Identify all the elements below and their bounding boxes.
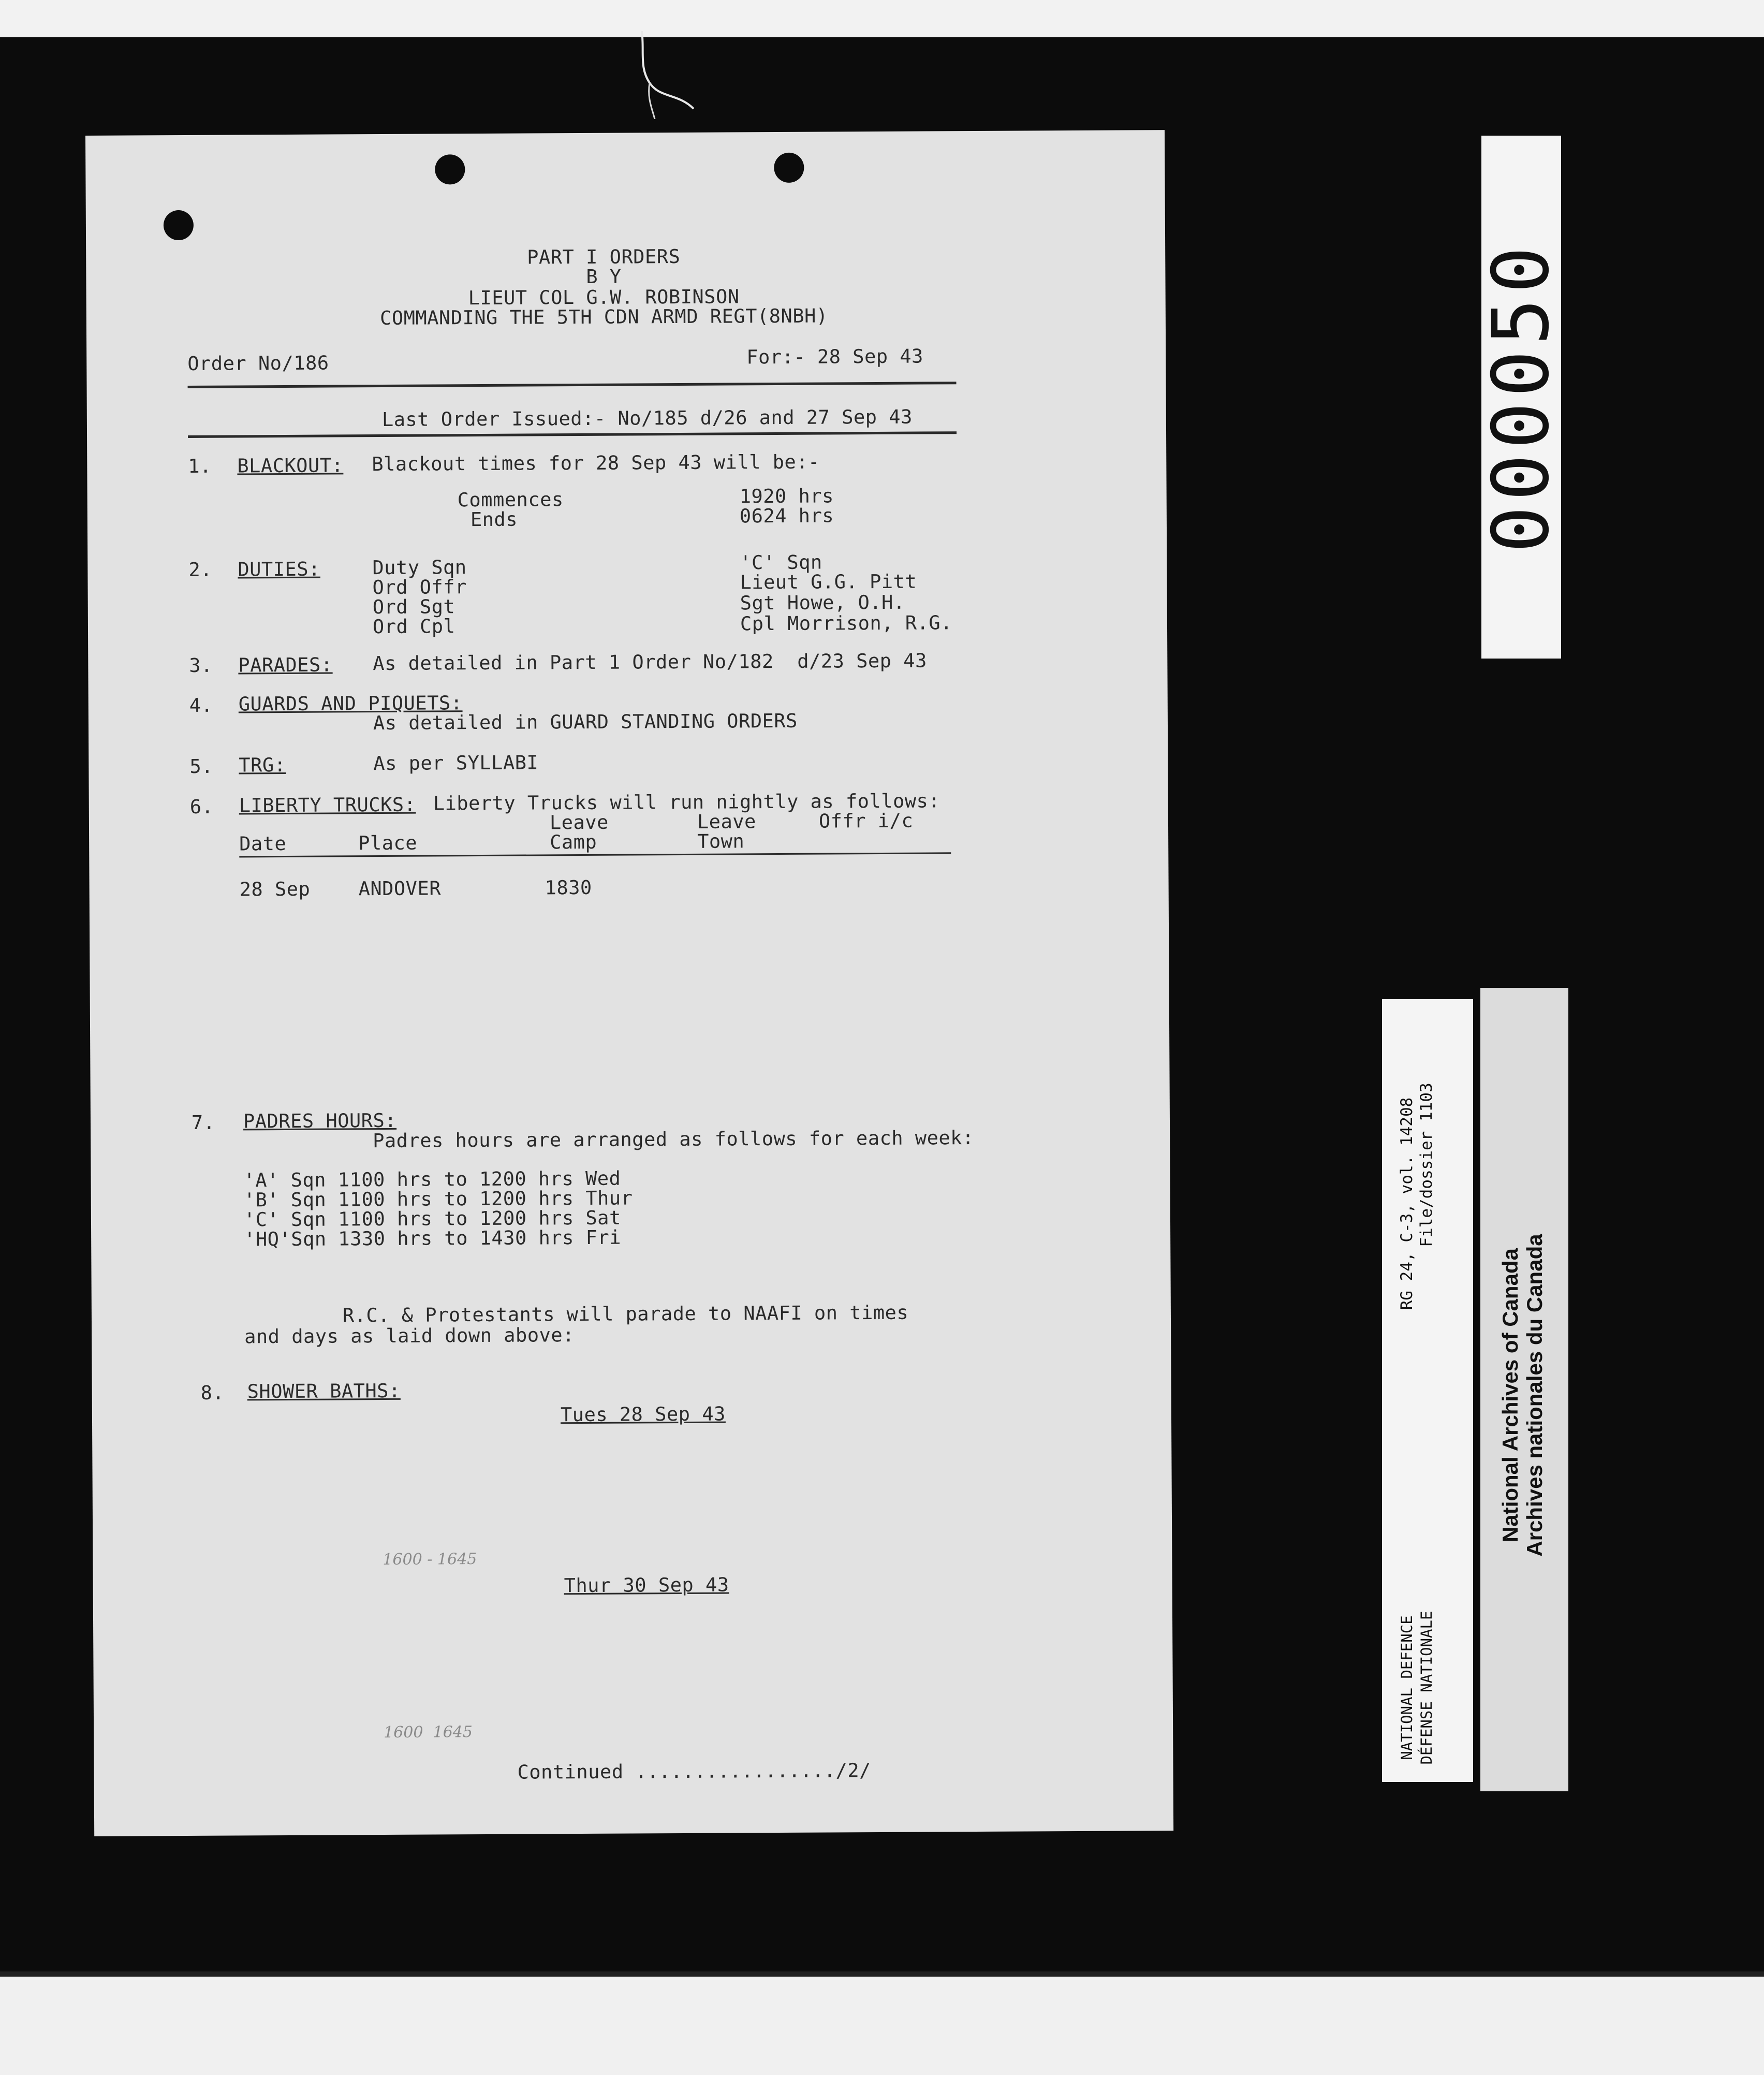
punch-hole	[435, 154, 465, 184]
archive-ref-1: RG 24, C-3, vol. 14208	[1398, 1097, 1416, 1310]
order-sheet	[85, 130, 1173, 1836]
film-frame-top	[0, 0, 1764, 37]
header-line-3: LIEUT COL G.W. ROBINSON	[468, 285, 740, 310]
col-offr: Offr i/c	[818, 809, 914, 832]
order-number: Order No/186	[187, 352, 329, 375]
blackout-text: Blackout times for 28 Sep 43 will be:-	[372, 450, 820, 476]
guards-text: As detailed in GUARD STANDING ORDERS	[373, 709, 798, 735]
punch-hole	[164, 210, 194, 240]
section-number: 4.	[189, 694, 213, 717]
shower-schedule-1	[85, 130, 1165, 136]
col-leave-town-1: Leave	[697, 810, 756, 833]
divider	[188, 431, 957, 438]
shower-baths-heading: SHOWER BATHS:	[247, 1379, 401, 1403]
truck-place: ANDOVER	[358, 877, 442, 900]
archive-name-en: National Archives of Canada	[1498, 1248, 1522, 1542]
col-leave-camp-2: Camp	[550, 830, 597, 854]
punch-hole	[774, 153, 804, 183]
section-number: 3.	[189, 654, 213, 677]
guards-heading: GUARDS AND PIQUETS:	[238, 692, 463, 715]
divider	[188, 382, 957, 388]
col-place: Place	[358, 831, 418, 855]
commences-time: 1920 hrs	[739, 485, 834, 508]
archive-name-fr: Archives nationales du Canada	[1522, 1234, 1547, 1557]
padres-intro: Padres hours are arranged as follows for each week:	[373, 1127, 974, 1152]
col-leave-camp-1: Leave	[549, 811, 609, 834]
archive-dept-en: NATIONAL DEFENCE	[1398, 1615, 1416, 1760]
duty-role: Ord Sgt	[372, 595, 455, 619]
padres-note: and days as laid down above:	[244, 1324, 575, 1348]
shower-schedule-2	[85, 130, 1165, 136]
archive-dept-fr: DÉFENSE NATIONALE	[1418, 1611, 1435, 1765]
truck-date: 28 Sep	[239, 878, 311, 901]
section-number: 8.	[200, 1381, 225, 1404]
duty-name: 'C' Sqn	[740, 551, 822, 574]
padres-note: R.C. & Protestants will parade to NAAFI on times	[342, 1301, 909, 1327]
section-number: 5.	[189, 755, 214, 778]
section-number: 6.	[189, 795, 214, 818]
pencil-annotation: 1600 1645	[384, 1723, 473, 1742]
padres-line: 'A' Sqn 1100 hrs to 1200 hrs Wed	[243, 1167, 621, 1192]
ends-time: 0624 hrs	[739, 504, 834, 528]
parades-text: As detailed in Part 1 Order No/182 d/23 Sep 43	[373, 649, 927, 675]
section-number: 7.	[191, 1111, 215, 1134]
order-date: For:- 28 Sep 43	[746, 345, 924, 369]
shower-day-2: Thur 30 Sep 43	[564, 1573, 729, 1597]
pencil-annotation: 1600 - 1645	[383, 1550, 477, 1569]
header-line-2: B Y	[586, 265, 622, 288]
last-order-issued: Last Order Issued:- No/185 d/26 and 27 Sep 43	[381, 405, 913, 431]
duty-name: Sgt Howe, O.H.	[740, 591, 905, 615]
duties-heading: DUTIES:	[238, 558, 320, 581]
blackout-heading: BLACKOUT:	[237, 454, 344, 477]
ends-label: Ends	[470, 508, 518, 531]
padres-line: 'C' Sqn 1100 hrs to 1200 hrs Sat	[243, 1206, 621, 1231]
liberty-trucks-heading: LIBERTY TRUCKS:	[239, 793, 416, 817]
archive-ref-2: File/dossier 1103	[1417, 1083, 1436, 1247]
truck-leave-camp: 1830	[545, 876, 592, 899]
shower-day-1: Tues 28 Sep 43	[560, 1402, 726, 1426]
duty-name: Lieut G.G. Pitt	[740, 570, 917, 594]
duty-role: Ord Offr	[372, 576, 467, 599]
section-number: 2.	[188, 558, 213, 581]
liberty-trucks-text: Liberty Trucks will run nightly as follows:	[433, 790, 940, 815]
frame-number: 000050	[1476, 241, 1566, 553]
duty-role: Duty Sqn	[372, 556, 467, 579]
header-line-1: PART I ORDERS	[527, 245, 681, 269]
binding-string	[637, 31, 699, 119]
col-date: Date	[239, 832, 287, 855]
padres-hours-heading: PADRES HOURS:	[243, 1109, 397, 1133]
padres-line: 'HQ'Sqn 1330 hrs to 1430 hrs Fri	[244, 1226, 622, 1251]
header-line-4: COMMANDING THE 5TH CDN ARMD REGT(8NBH)	[379, 304, 828, 330]
col-leave-town-2: Town	[697, 830, 745, 853]
continued-line: Continued ................./2/	[517, 1759, 871, 1784]
section-number: 1.	[188, 455, 212, 477]
parades-heading: PARADES:	[238, 653, 333, 677]
trg-text: As per SYLLABI	[373, 751, 539, 775]
trg-heading: TRG:	[239, 753, 286, 777]
duty-role: Ord Cpl	[372, 615, 455, 638]
film-frame-bottom	[0, 1977, 1764, 2075]
padres-line: 'B' Sqn 1100 hrs to 1200 hrs Thur	[243, 1187, 633, 1211]
duty-name: Cpl Morrison, R.G.	[740, 611, 953, 635]
commences-label: Commences	[457, 488, 564, 512]
